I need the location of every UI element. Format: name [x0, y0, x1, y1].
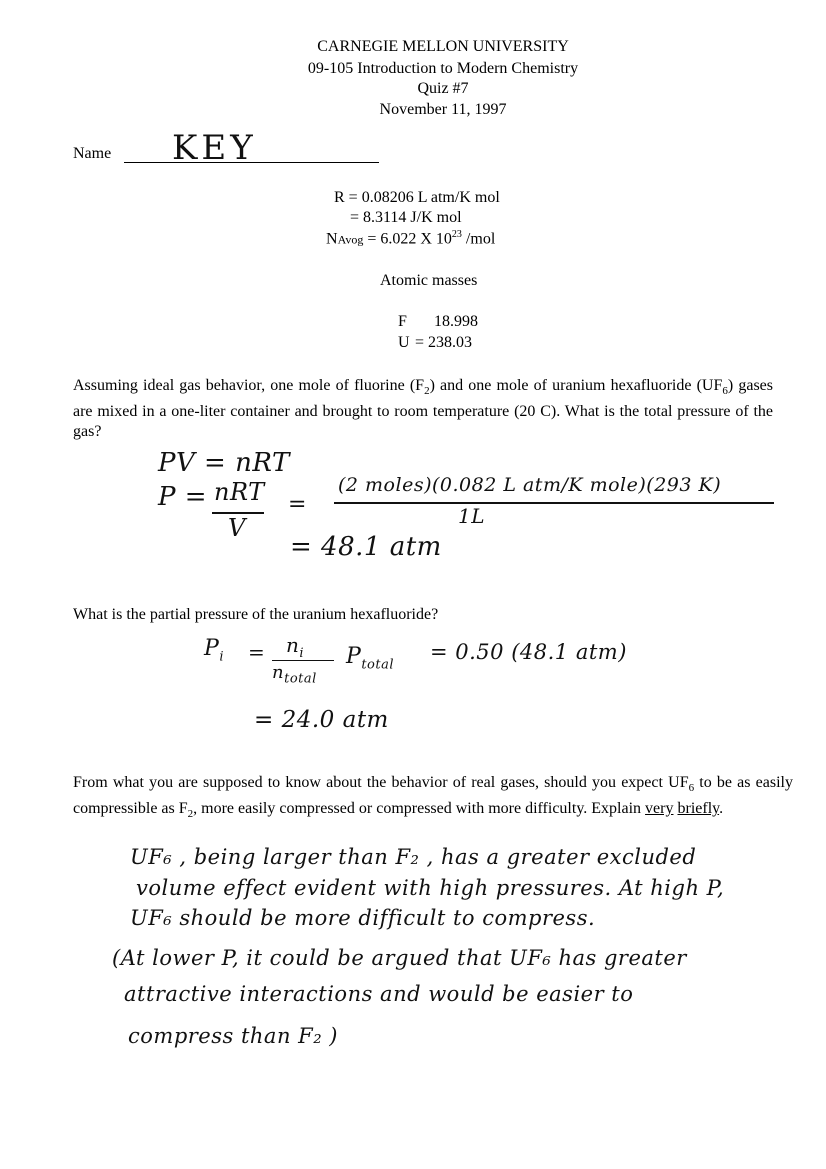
q3-answer-line-6: compress than F₂ ) [128, 1024, 338, 1048]
q2-calc: = 0.50 (48.1 atm) [430, 640, 627, 664]
question-1-text: Assuming ideal gas behavior, one mole of fluorine $(F_2)$ and one mole of uranium hexafluoride $(UF_6)$ gases are mixed in a one-liter container and brought to room temperature (20 C). What is the total pressure of the gas? [73, 377, 773, 441]
quiz-date: November 11, 1997 [379, 101, 507, 118]
q1-p-label: P = [158, 482, 208, 512]
q3-answer-line-1: UF₆ , being larger than F₂ , has a greater excluded [130, 845, 697, 869]
q2-mole-fraction-bar [272, 660, 334, 661]
q3-answer-line-4: (At lower P, it could be argued that UF₆ has greater [112, 946, 687, 970]
emphasis-very: very [645, 799, 674, 817]
avogadro-subscript: Avog [337, 232, 364, 247]
avogadro-value: = 6.022 X 10 [363, 230, 452, 248]
q2-partial-pressure: $P_i$ [204, 636, 224, 665]
avogadro-exponent: 23 [451, 229, 462, 240]
q1-result: = 48.1 atm [290, 532, 442, 562]
q3-answer-line-5: attractive interactions and would be easier to [124, 982, 634, 1006]
atomic-mass-f-label: F [398, 313, 407, 330]
atomic-mass-u-value: = 238.03 [415, 334, 473, 351]
gas-constant-value-2: = 8.3114 J/K mol [350, 209, 462, 226]
q1-fraction-denominator: V [228, 514, 246, 542]
atomic-mass-f-value: 18.998 [434, 313, 478, 330]
q1-calc-numerator: (2 moles)(0.082 L atm/K mole)(293 K) [338, 474, 722, 496]
q1-calc-bar [334, 502, 774, 504]
q2-mole-fraction-numerator: $n_i$ [286, 633, 305, 661]
gas-constant-label: R [334, 189, 345, 206]
emphasis-briefly: briefly [677, 799, 720, 817]
name-label: Name [73, 145, 112, 162]
q2-total-pressure: $P_{total}$ [346, 644, 394, 673]
q1-fraction-numerator: nRT [214, 478, 265, 506]
atomic-masses-heading: Atomic masses [380, 272, 478, 289]
q1-calc-denominator: 1L [458, 504, 486, 528]
q1-equals: = [288, 492, 307, 517]
university-title: CARNEGIE MELLON UNIVERSITY [317, 38, 569, 55]
avogadro-unit: /mol [461, 230, 496, 248]
question-3-text: From what you are supposed to know about the behavior of real gases, should you expect $UF_6$ to be as easily compressible as $F_2$, more easily compressed or compressed with more difficulty. Explain very briefly. [73, 774, 793, 820]
question-2-text: What is the partial pressure of the uranium hexafluoride? [73, 606, 439, 623]
constants-block [320, 189, 580, 249]
atomic-mass-u-label: U [398, 334, 410, 351]
avogadro-label: N [326, 230, 338, 248]
q2-mole-fraction-denominator: $n_{total}$ [272, 662, 317, 687]
course-title: 09-105 Introduction to Modern Chemistry [307, 60, 579, 77]
name-value: KEY [172, 128, 257, 168]
q1-ideal-gas-law: PV = nRT [158, 448, 290, 478]
q2-equals-1: = [248, 640, 266, 664]
quiz-number: Quiz #7 [417, 80, 469, 97]
q2-result: = 24.0 atm [254, 707, 389, 733]
gas-constant-value-1: = 0.08206 L atm/K mol [348, 189, 500, 206]
q3-answer-line-2: volume effect evident with high pressures. At high P, [136, 876, 725, 900]
q3-answer-line-3: UF₆ should be more difficult to compress. [130, 906, 596, 930]
